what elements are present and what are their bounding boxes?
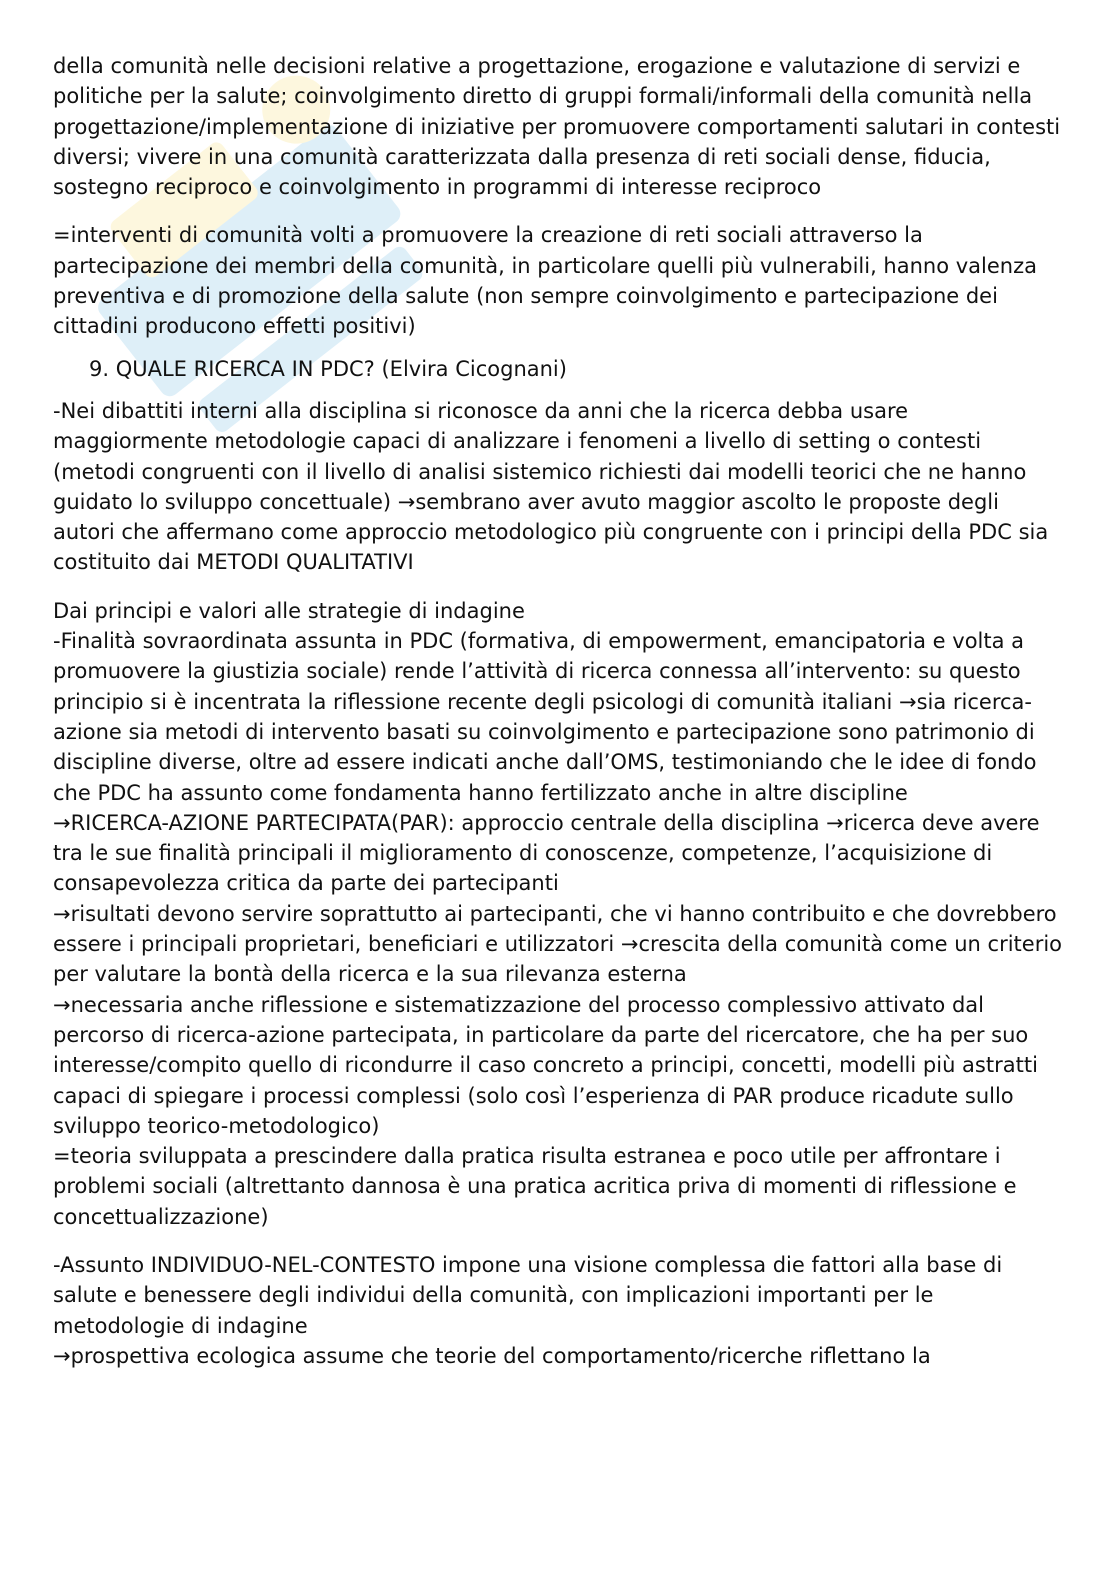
document-page xyxy=(53,51,1063,1371)
paragraph-community-interventions: =interventi di comunità volti a promuovere la creazione di reti sociali attraverso la partecipazione dei membri della comunità, in particolare quelli più vulnerabili, hanno valenza preventiva e di promozione della salute (non sempre coinvolgimento e partecipazione dei cittadini producono effetti positivi) xyxy=(53,223,1037,339)
paragraph-reflection: →necessaria anche riflessione e sistematizzazione del processo complessivo attivato dal percorso di ricerca-azione partecipata, in particolare da parte del ricercatore, che ha per suo interesse/compito quello di ricondurre il caso concreto a principi, concetti, modelli più astratti capaci di spiegare i processi complessi (solo così l’esperienza di PAR produce ricadute sullo sviluppo teorico-metodologico) xyxy=(53,992,1038,1138)
section-heading: 9. QUALE RICERCA IN PDC? (Elvira Cicognani) xyxy=(89,356,567,381)
paragraph-ecological-perspective: →prospettiva ecologica assume che teorie del comportamento/ricerche riflettano la xyxy=(53,1343,931,1368)
paragraph-research-debate: -Nei dibattiti interni alla disciplina si riconosce da anni che la ricerca debba usare maggiormente metodologie capaci di analizzare i fenomeni a livello di setting o contesti (metodi congruenti con il livello di analisi sistemico richiesti dai modelli teorici che ne hanno guidato lo sviluppo concettuale) →sembrano aver avuto maggior ascolto le proposte degli autori che affermano come approccio metodologico più congruente con i principi della PDC sia costituito dai METODI QUALITATIVI xyxy=(53,398,1049,575)
paragraph-par: →RICERCA-AZIONE PARTECIPATA(PAR): approccio centrale della disciplina →ricerca deve avere tra le sue finalità principali il miglioramento di conoscenze, competenze, l’acquisizione di consapevolezza critica da parte dei partecipanti xyxy=(53,810,1040,896)
subsection-title: Dai principi e valori alle strategie di indagine xyxy=(53,598,525,623)
paragraph-results: →risultati devono servire soprattutto ai partecipanti, che vi hanno contribuito e che dovrebbero essere i principali proprietari, beneficiari e utilizzatori →crescita della comunità come un criterio per valutare la bontà della ricerca e la sua rilevanza esterna xyxy=(53,901,1063,987)
paragraph-community-involvement: della comunità nelle decisioni relative a progettazione, erogazione e valutazione di servizi e politiche per la salute; coinvolgimento diretto di gruppi formali/informali della comunità nella progettazione/implementazione di iniziative per promuovere comportamenti salutari in contesti diversi; vivere in una comunità caratterizzata dalla presenza di reti sociali dense, fiducia, sostegno reciproco e coinvolgimento in programmi di interesse reciproco xyxy=(53,54,1061,200)
paragraph-theory-practice: =teoria sviluppata a prescindere dalla pratica risulta estranea e poco utile per affrontare i problemi sociali (altrettanto dannosa è una pratica acritica priva di momenti di riflessione e concettualizzazione) xyxy=(53,1144,1017,1229)
paragraph-individual-in-context: -Assunto INDIVIDUO-NEL-CONTESTO impone una visione complessa die fattori alla base di salute e benessere degli individui della comunità, con implicazioni importanti per le metodologie di indagine xyxy=(53,1252,1003,1338)
paragraph-overarching-aims: -Finalità sovraordinata assunta in PDC (formativa, di empowerment, emancipatoria e volta a promuovere la giustizia sociale) rende l’attività di ricerca connessa all’intervento: su questo principio si è incentrata la riflessione recente degli psicologi di comunità italiani →sia ricerca-azione sia metodi di intervento basati su coinvolgimento e partecipazione sono patrimonio di discipline diverse, oltre ad essere indicati anche dall’OMS, testimoniando che le idee di fondo che PDC ha assunto come fondamenta hanno fertilizzato anche in altre discipline xyxy=(53,629,1037,805)
